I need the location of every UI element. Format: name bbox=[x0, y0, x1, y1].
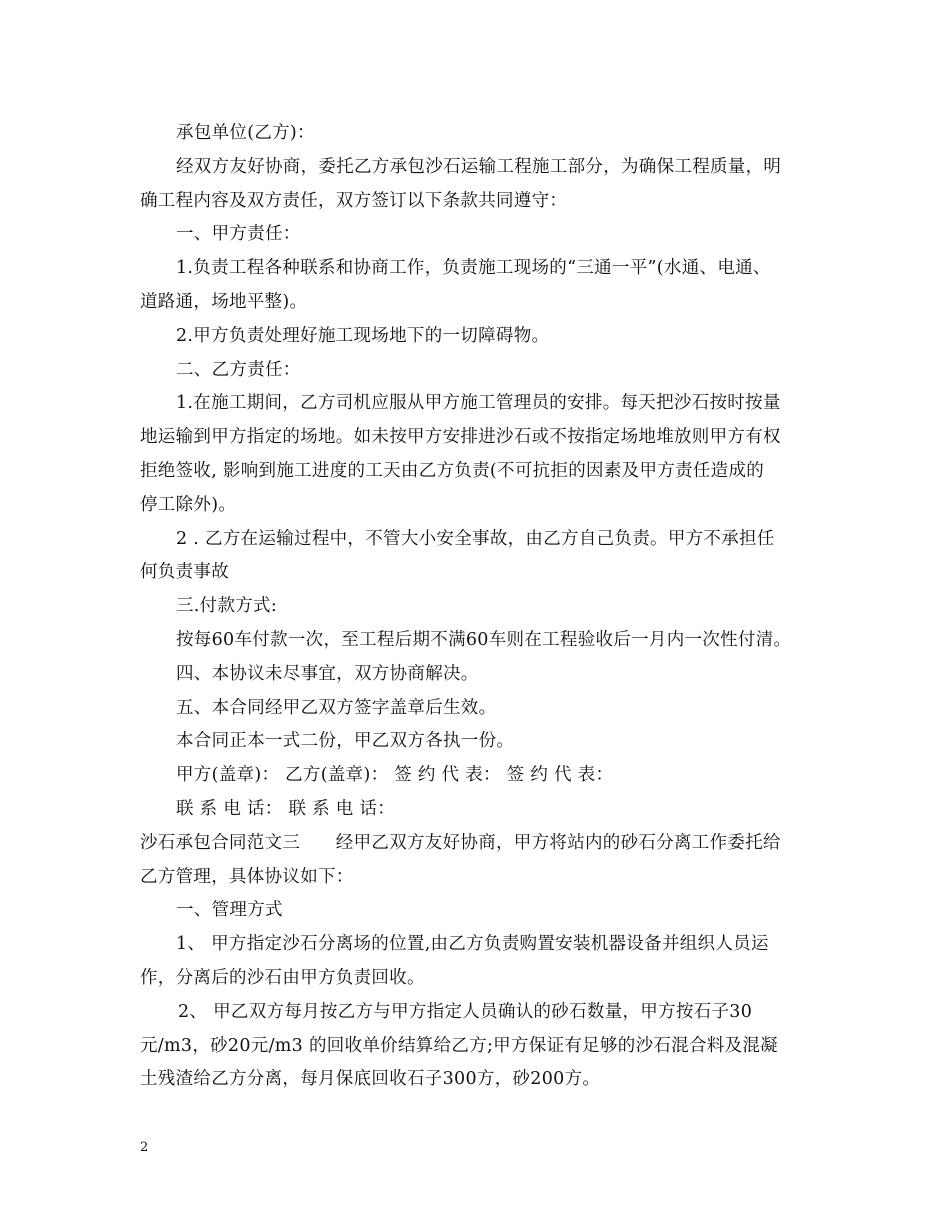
page-number: 2 bbox=[140, 1140, 149, 1155]
clause-line: 道路通，场地平整)。 bbox=[140, 291, 308, 312]
clause-line: 2、 甲乙双方每月按乙方与甲方指定人员确认的砂石数量，甲方按石子30 bbox=[178, 1001, 753, 1022]
section-heading: 五、本合同经甲乙双方签字盖章后生效。 bbox=[176, 697, 497, 718]
document-body bbox=[140, 117, 820, 1097]
clause-line: 1.在施工期间，乙方司机应服从甲方施工管理员的安排。每天把沙石按时按量 bbox=[176, 393, 781, 414]
sample-title-line: 沙石承包合同范文三 经甲乙双方友好协商，甲方将站内的砂石分离工作委托给 bbox=[140, 832, 781, 853]
section-heading: 二、乙方责任： bbox=[176, 359, 301, 380]
paragraph-line: 经双方友好协商，委托乙方承包沙石运输工程施工部分，为确保工程质量，明 bbox=[176, 156, 782, 177]
clause-line: 2.甲方负责处理好施工现场地下的一切障碍物。 bbox=[176, 325, 550, 346]
clause-line: 作，分离后的沙石由甲方负责回收。 bbox=[140, 967, 425, 988]
clause-line: 1.负责工程各种联系和协商工作，负责施工现场的“三通一平”(水通、电通、 bbox=[176, 258, 771, 279]
clause-line: 拒绝签收, 影响到施工进度的工天由乙方负责(不可抗拒的因素及甲方责任造成的 bbox=[140, 460, 765, 481]
clause-line: 地运输到甲方指定的场地。如未按甲方安排进沙石或不按指定场地堆放则甲方有权 bbox=[140, 427, 781, 448]
paragraph-line: 本合同正本一式二份，甲乙双方各执一份。 bbox=[176, 731, 515, 752]
clause-line: 停工除外)。 bbox=[140, 494, 237, 515]
section-heading: 四、本协议未尽事宜，双方协商解决。 bbox=[176, 663, 479, 684]
clause-line: 何负责事故 bbox=[140, 562, 229, 583]
section-heading: 一、甲方责任： bbox=[176, 224, 301, 245]
clause-line: 元/m3，砂20元/m3 的回收单价结算给乙方;甲方保证有足够的沙石混合料及混凝 bbox=[140, 1035, 778, 1056]
clause-line: 1、 甲方指定沙石分离场的位置,由乙方负责购置安装机器设备并组织人员运 bbox=[176, 934, 769, 955]
clause-line: 土残渣给乙方分离，每月保底回收石子300方，砂200方。 bbox=[140, 1069, 601, 1090]
signature-line: 甲方(盖章)： 乙方(盖章)： 签 约 代 表： 签 约 代 表： bbox=[176, 765, 614, 786]
paragraph-line: 确工程内容及双方责任，双方签订以下条款共同遵守： bbox=[140, 190, 568, 211]
paragraph-line: 乙方管理，具体协议如下： bbox=[140, 866, 354, 887]
clause-line: 2 . 乙方在运输过程中，不管大小安全事故，由乙方自己负责。甲方不承担任 bbox=[176, 528, 775, 549]
section-heading: 一、管理方式 bbox=[176, 900, 283, 921]
contact-line: 联 系 电 话： 联 系 电 话： bbox=[176, 798, 396, 819]
payment-line: 按每60车付款一次，至工程后期不满60车则在工程验收后一月内一次性付清。 bbox=[176, 629, 792, 650]
contractor-party-line: 承包单位(乙方)： bbox=[176, 123, 315, 143]
section-heading: 三.付款方式: bbox=[176, 596, 278, 617]
